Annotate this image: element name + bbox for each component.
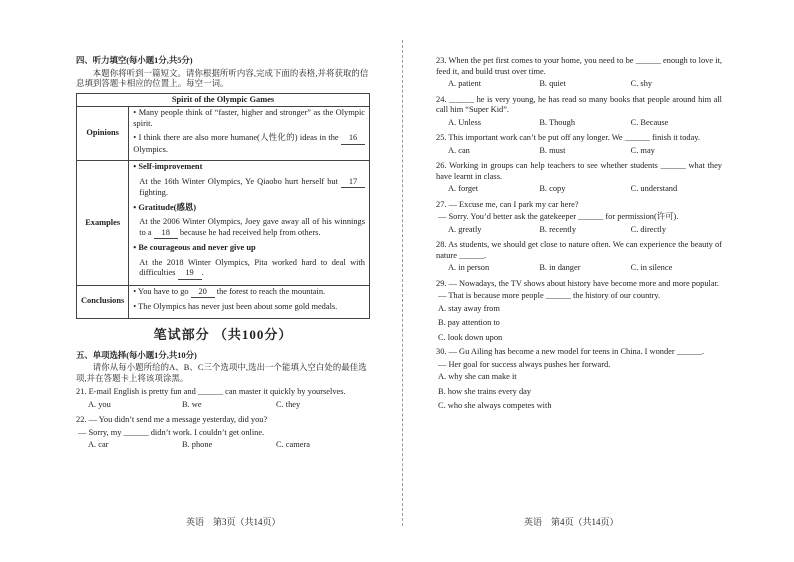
example-1-text: At the 16th Winter Olympics, Ye Qiaobo hurt herself but 17 fighting.	[133, 177, 365, 199]
written-part-title: 笔试部分 （共100分）	[153, 326, 293, 342]
right-page	[436, 56, 722, 416]
option-a[interactable]: A. can	[448, 145, 470, 155]
question-28-options	[436, 263, 722, 274]
question-22: 22. — You didn’t send me a message yesterday, did you?	[76, 415, 268, 425]
examples-label: Examples	[77, 161, 129, 286]
option-c[interactable]: C. shy	[630, 79, 653, 88]
option-a[interactable]: A. in person	[448, 263, 490, 272]
example-2-text: At the 2006 Winter Olympics, Joey gave away all of his winnings to a 18 because he had received help from others.	[133, 217, 365, 239]
opinion-2: • I think there are also more humane(人性化的) ideas in the 16 Olympics.	[133, 133, 365, 155]
option-b[interactable]: B. must	[539, 145, 566, 155]
question-29: 29. — Nowadays, the TV shows about history have become more and more popular.	[436, 278, 719, 288]
opinions-label: Opinions	[77, 107, 129, 161]
question-26-options	[436, 184, 722, 195]
question-30: 30. — Gu Ailing has become a new model for teens in China. I wonder ______.	[436, 347, 704, 356]
question-27-options	[436, 225, 722, 236]
question-28: 28. As students, we should get close to nature often. We can experience the beauty of nature ______.	[436, 240, 722, 260]
option-b[interactable]: B. we	[182, 399, 202, 409]
option-c[interactable]: C. in silence	[630, 263, 673, 272]
option-a[interactable]: A. Unless	[448, 117, 482, 127]
option-c[interactable]: C. who she always competes with	[438, 401, 552, 410]
conclusion-1: • You have to go 20 the forest to reach the mountain.	[133, 287, 365, 299]
blank-16[interactable]: 16	[341, 133, 365, 145]
question-27: 27. — Excuse me, can I park my car here?	[436, 199, 579, 209]
option-c[interactable]: C. directly	[630, 224, 667, 234]
question-23-options	[436, 79, 722, 90]
examples-cell	[129, 161, 370, 286]
option-b[interactable]: B. Though	[539, 117, 576, 127]
blank-19[interactable]: 19	[178, 268, 202, 280]
olympic-spirit-table	[76, 93, 370, 319]
option-a[interactable]: A. forget	[448, 184, 479, 193]
option-a[interactable]: A. patient	[448, 79, 482, 88]
option-c[interactable]: C. look down upon	[438, 332, 503, 342]
option-c[interactable]: C. Because	[630, 117, 669, 127]
conclusion-2: • The Olympics has never just been about some gold medals.	[133, 302, 338, 311]
question-24-options	[436, 118, 722, 129]
question-23: 23. When the pet first comes to your home, you need to be ______ enough to love it, feed it, and build trust over time.	[436, 56, 722, 76]
option-c[interactable]: C. camera	[276, 440, 310, 450]
left-page	[76, 56, 370, 456]
footer-right-page-number: 英语 第4页（共14页）	[524, 517, 619, 527]
example-3-text: At the 2018 Winter Olympics, Pita worked hard to deal with difficulties 19 .	[133, 258, 365, 280]
footer-left-page-number: 英语 第3页（共14页）	[186, 517, 281, 527]
listening-section-title: 四、听力填空(每小题1分,共5分)	[76, 56, 193, 65]
conclusions-label: Conclusions	[77, 285, 129, 318]
option-c[interactable]: C. they	[276, 399, 301, 409]
option-c[interactable]: C. understand	[630, 184, 678, 193]
question-25-options	[436, 146, 722, 157]
question-30-reply: — Her goal for success always pushes her forward.	[438, 359, 611, 369]
page-divider	[402, 40, 403, 526]
option-a[interactable]: A. stay away from	[438, 303, 500, 313]
option-a[interactable]: A. why she can make it	[438, 372, 517, 381]
example-3-heading: • Be courageous and never give up	[133, 243, 256, 252]
option-a[interactable]: A. you	[88, 399, 111, 409]
question-27-reply: — Sorry. You’d better ask the gatekeeper ______ for permission(许可).	[438, 212, 679, 221]
table-title: Spirit of the Olympic Games	[77, 93, 370, 107]
option-b[interactable]: B. in danger	[539, 263, 581, 272]
option-b[interactable]: B. how she trains every day	[438, 386, 532, 396]
question-24: 24. ______ he is very young, he has read so many books that people around him all call him “Super Kid”.	[436, 94, 722, 114]
blank-20[interactable]: 20	[191, 287, 215, 299]
option-a[interactable]: A. greatly	[448, 224, 482, 234]
question-26: 26. Working in groups can help teachers to see whether students ______ what they have learnt in class.	[436, 161, 722, 181]
opinions-cell	[129, 107, 370, 161]
section-5-title: 五、单项选择(每小题1分,共10分)	[76, 350, 197, 360]
option-b[interactable]: B. copy	[539, 184, 566, 193]
option-b[interactable]: B. pay attention to	[438, 318, 500, 327]
blank-17[interactable]: 17	[341, 177, 365, 189]
blank-18[interactable]: 18	[154, 228, 178, 240]
listening-instructions: 本题你将听到一篇短文。请你根据所听内容,完成下面的表格,并将获取的信息填到答题卡相应的位置上。每空一词。	[76, 68, 369, 88]
question-29-reply: — That is because more people ______ the history of our country.	[438, 291, 661, 300]
option-b[interactable]: B. phone	[182, 440, 213, 450]
option-b[interactable]: B. quiet	[539, 79, 566, 88]
option-c[interactable]: C. may	[630, 145, 655, 155]
question-25: 25. This important work can’t be put off any longer. We ______ finish it today.	[436, 133, 701, 142]
option-a[interactable]: A. car	[88, 440, 109, 450]
option-b[interactable]: B. recently	[539, 224, 577, 234]
opinion-1: • Many people think of “faster, higher and stronger” as the Olympic spirit.	[133, 108, 365, 128]
question-22-options	[76, 440, 370, 451]
section-5-instructions: 请你从每小题所给的A、B、C三个选项中,选出一个能填入空白处的最佳选项,并在答题卡上将该项涂黑。	[76, 363, 367, 383]
conclusions-cell	[129, 285, 370, 318]
example-1-heading: • Self-improvement	[133, 162, 203, 171]
question-22-reply: — Sorry, my ______ didn’t work. I couldn’t get online.	[78, 427, 265, 437]
question-21-options	[76, 400, 370, 411]
example-2-heading: • Gratitude(感恩)	[133, 202, 197, 212]
question-21: 21. E-mail English is pretty fun and ______ can master it quickly by yourselves.	[76, 387, 346, 397]
